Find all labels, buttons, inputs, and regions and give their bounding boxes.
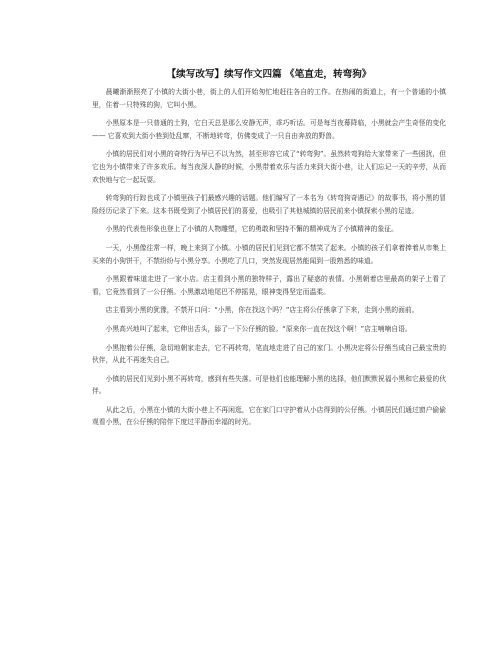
paragraph: 小镇的居民们对小黑的奇特行为早已不以为然，甚至形容它成了“转弯狗”。虽然转弯狗给大家带来了一些困扰，但它也为小镇带来了许多欢乐。每当夜深人静的时候，小黑带着欢乐与活力来到大街小巷，让人们忘记一天的辛劳，从而欢快地与它一起玩耍。 — [92, 150, 446, 184]
paragraph: 小黑抱着公仔熊，急切地朝家走去，它不再转弯，笔直地走进了自己的家门。小黑决定将公仔熊当成自己最宝贵的伙伴，从此不再迷失自己。 — [92, 343, 446, 365]
paragraph: 从此之后，小黑在小镇的大街小巷上不再闲逛，它在家门口守护着从小店得到的公仔熊。小镇居民们通过窗户偷偷观看小黑，在公仔熊的陪伴下度过平静而幸福的时光。 — [92, 405, 446, 427]
paragraph: 小黑跟着味道走进了一家小店。店主看到小黑的独特样子，露出了疑惑的表情。小黑朝着店里最高的架子上看了看，它竟然看到了一公仔熊。小黑激动地尾巴不停摇晃，眼神变得坚定而温柔。 — [92, 275, 446, 296]
paragraph: 小黑高兴地叫了起来，它伸出舌头，舔了一下公仔熊的脸。“原来你一直在找这个啊！”店主喃喃自语。 — [105, 324, 412, 333]
document-body — [92, 86, 446, 429]
paragraph: 转弯狗的行踪也成了小镇里孩子们最感兴趣的话题。他们编写了一本名为《转弯狗奇遇记》的故事书，将小黑的冒险经历记录了下来。这本书既受到了小镇居民们的喜爱，也吸引了其他城镇的居民前来小镇探索小黑的足迹。 — [92, 194, 446, 215]
paragraph: 晨曦渐渐照亮了小镇的大街小巷，街上的人们开始匆忙地赶往各自的工作。在热闹的街道上，有一个普通的小镇里，住着一只特殊的狗，它叫小黑。 — [92, 88, 446, 109]
paragraph: 店主看到小黑的犹豫，不禁开口问：“小黑，你在找这个吗？”店主将公仔熊拿了下来，走到小黑的面前。 — [105, 306, 419, 315]
paragraph: 小黑的代表性形象也登上了小镇的人物雕塑，它的勇敢和坚持不懈的精神成为了小镇精神的象征。 — [105, 225, 398, 234]
paragraph: 一天，小黑像往常一样，晚上来到了小镇。小镇的居民们见到它都不禁笑了起来。小镇的孩子们拿着捧着从市集上买来的小狗饼干，不禁纷纷与小黑分享。小黑吃了几口，突然发现居然能闻到一股熟悉的味道。 — [92, 243, 446, 265]
paragraph: 小镇的居民们见到小黑不再转弯，感到有些失落。可是他们也能理解小黑的选择，他们默默祝福小黑和它最爱的伙伴。 — [92, 374, 446, 396]
paragraph: 小黑原本是一只普通的土狗，它白天总是那么安静无声，乖巧听话。可是每当夜幕降临，小黑就会产生奇怪的变化 —— 它喜欢到大街小巷到处乱窜，不断地转弯，仿佛变成了一只自由奔放的野兽。 — [92, 119, 446, 140]
document-title: 【续写改写】续写作文四篇 《笔直走，转弯狗》 — [166, 69, 372, 80]
